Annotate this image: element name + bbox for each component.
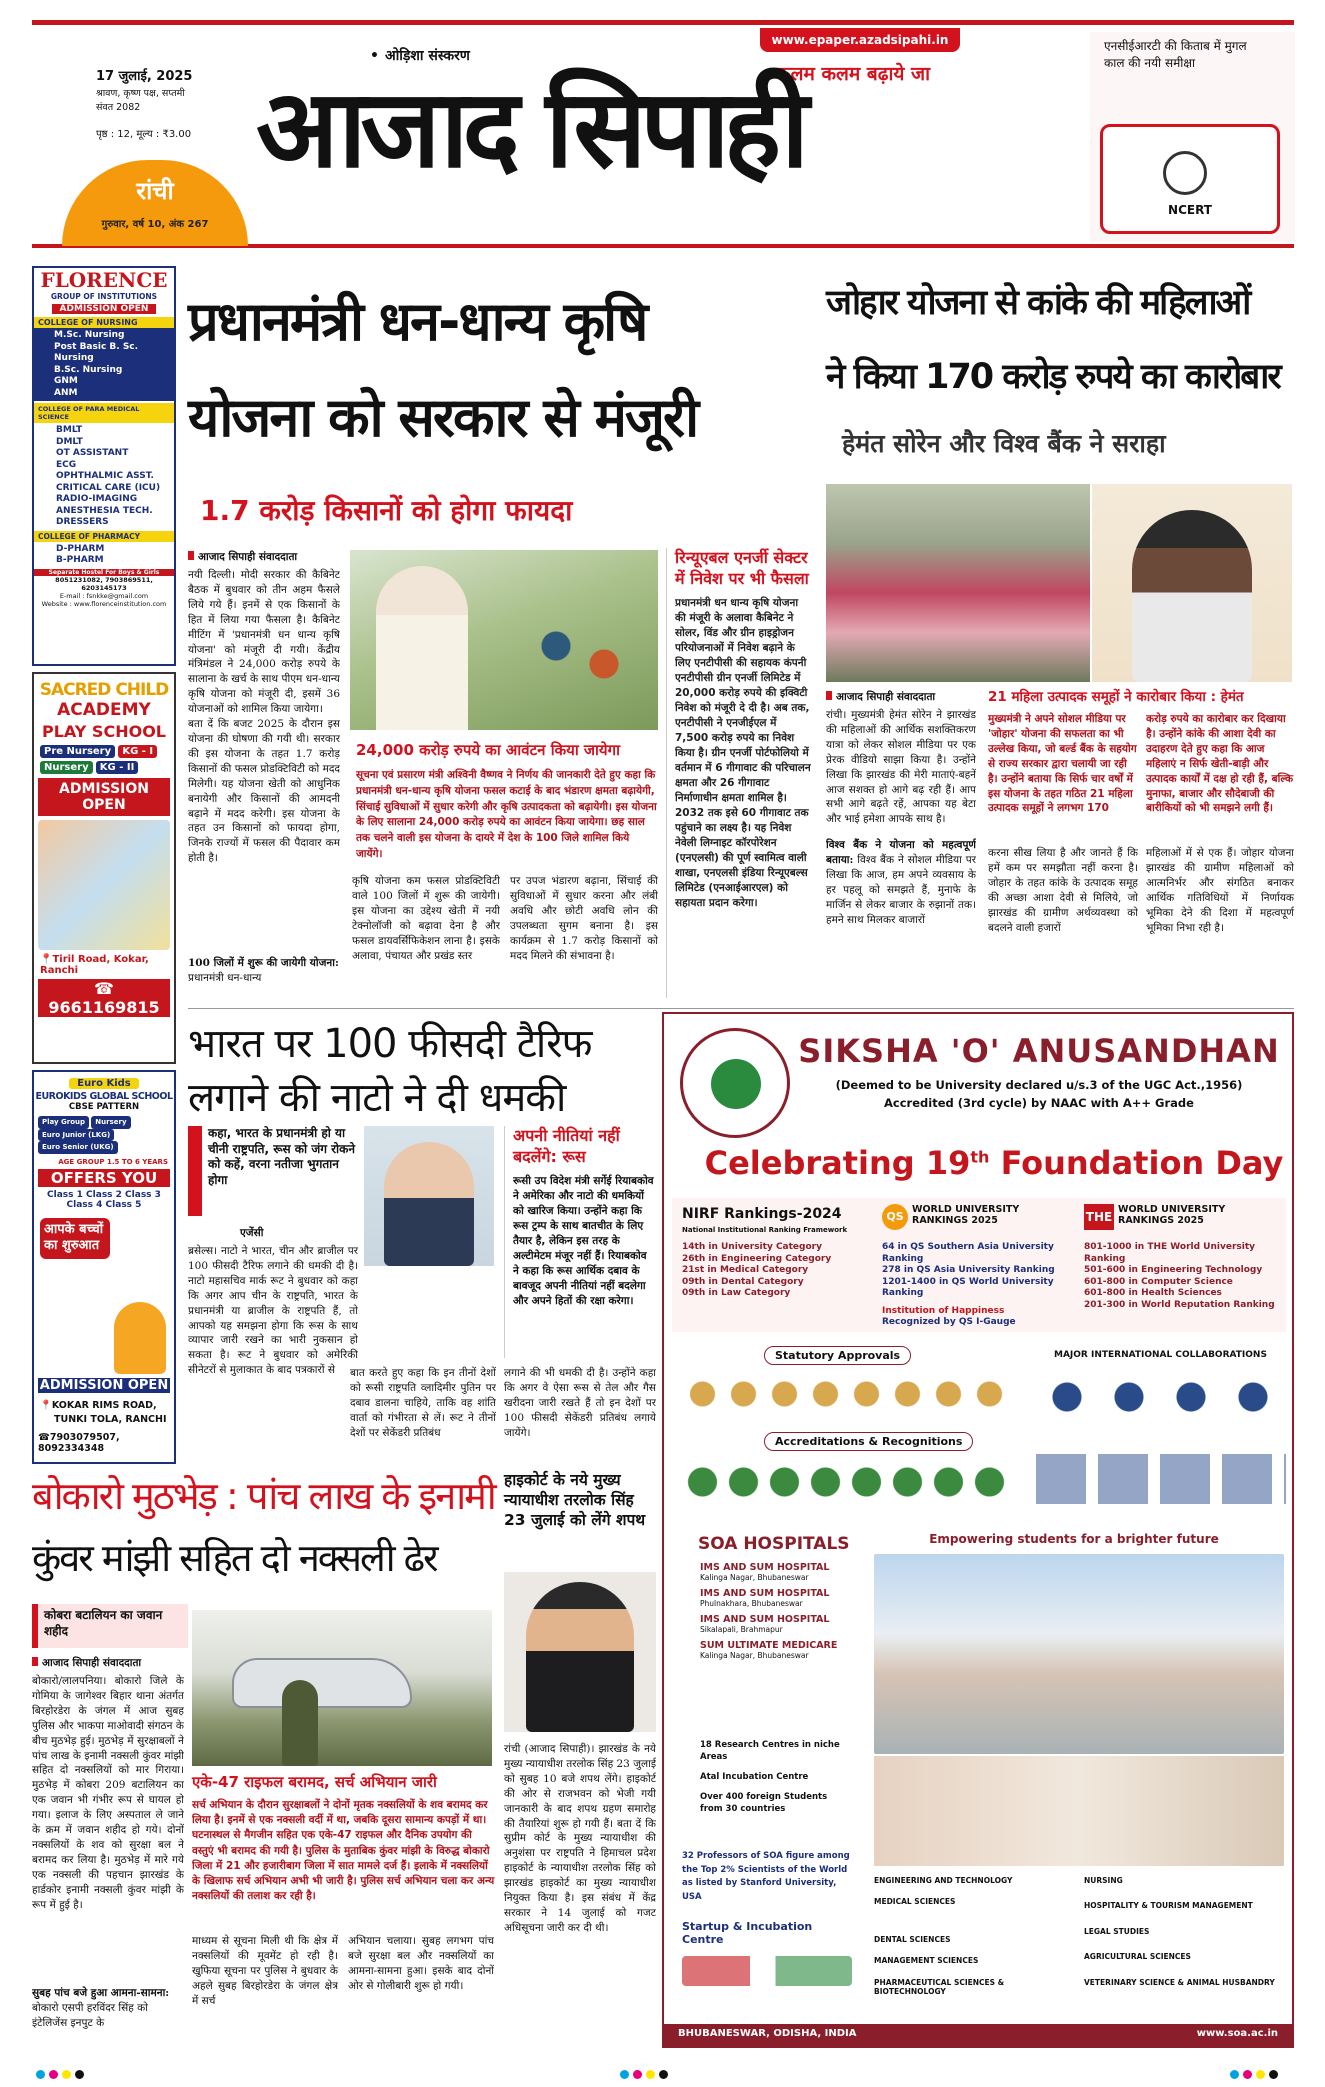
issue-date: 17 जुलाई, 2025 bbox=[96, 69, 193, 84]
johar-crowd-photo bbox=[826, 484, 1090, 682]
hospital-entry bbox=[700, 1614, 850, 1634]
the-title: WORLD UNIVERSITY RANKINGS 2025 bbox=[1118, 1204, 1226, 1227]
sacred-kids-photo bbox=[38, 820, 170, 950]
sacred-classes bbox=[40, 745, 168, 774]
eurokids-mascot bbox=[114, 1302, 166, 1374]
soa-accredited: Accredited (3rd cycle) by NAAC with A++ Grade bbox=[884, 1096, 1194, 1110]
soa-celebrating: Celebrating 19th Foundation Day bbox=[704, 1144, 1284, 1182]
qs-logo: QS bbox=[882, 1204, 908, 1230]
teaser-text: एनसीईआरटी की किताब में मुगल काल की नयी समीक्षा bbox=[1104, 39, 1247, 70]
johar-col1: रांची। मुख्यमंत्री हेमंत सोरेन ने झारखंड की महिलाओं की आर्थिक सशक्तिकरण यात्रा को लेकर सोशल मीडिया पर एक प्रेरक वीडियो साझा किया है। उन्होंने लिखा कि झारखंड की मेरी माताएं-बहनें आज सशक्त हो आगे बढ़ रही हैं। आप सभी आगे बढ़ते रहें, आपका यह बेटा और भाई हमेशा आपके साथ है। bbox=[826, 709, 976, 826]
pages-price: पृष्ठ : 12, मूल्य : ₹3.00 bbox=[96, 129, 192, 140]
florence-para-head: COLLEGE OF PARA MEDICAL SCIENCE bbox=[34, 403, 174, 423]
qs-rank: Institution of Happiness bbox=[882, 1305, 1005, 1316]
florence-website: Website : www.florenceinstitution.com bbox=[41, 599, 167, 608]
bokaro-headline-line2[interactable]: कुंवर मांझी सहित दो नक्सली ढेर bbox=[32, 1536, 437, 1580]
soa-logo-icon bbox=[680, 1028, 790, 1138]
eurokids-classes bbox=[38, 1116, 170, 1154]
nursing-course: B.Sc. Nursing bbox=[54, 364, 123, 375]
nato-col1: ब्रसेल्स। नाटो ने भारत, चीन और ब्राजील पर 100 फीसदी टैरिफ लगाने की धमकी दी है। नाटो महासचिव मार्क रूट ने बुधवार को कहा कि अगर आप चीन के राष्ट्रपति, भारत के प्रधानमंत्री या ब्राजील के राष्ट्रपति हैं, तो आपको यह समझना होगा कि रूस के साथ व्यापार जारी रखने का भारी नुकसान हो सकता है। रूट ने बुधवार को अमेरिकी सीनेटरों से मुलाकात के बाद पत्रकारों से bbox=[188, 1245, 358, 1377]
nursing-course: Post Basic B. Sc. Nursing bbox=[54, 341, 139, 364]
nursing-course: M.Sc. Nursing bbox=[54, 330, 125, 340]
ncert-book-graphic bbox=[1100, 124, 1280, 234]
phone-icon: ☎ bbox=[94, 979, 114, 998]
research-item: Over 400 foreign Students from 30 countries bbox=[700, 1791, 828, 1814]
sacred-play-school: PLAY SCHOOL bbox=[42, 722, 166, 741]
para-course: RADIO-IMAGING bbox=[56, 494, 138, 505]
teaser-box[interactable] bbox=[1090, 32, 1295, 242]
encounter-helicopter-photo bbox=[192, 1610, 492, 1766]
johar-col4: महिलाओं में से एक हैं। जोहार योजना झारखंड की ग्रामीण महिलाओं को आत्मनिर्भर और संगठित बनाकर आर्थिक गतिविधियों में निर्णायक भूमिका देने की दिशा में महत्वपूर्ण भूमिका निभा रही है। bbox=[1146, 847, 1294, 934]
qs-title: WORLD UNIVERSITY RANKINGS 2025 bbox=[912, 1204, 1020, 1227]
hospital-entry bbox=[700, 1562, 850, 1582]
eurokids-slogan: आपके बच्चों का शुरुआत bbox=[40, 1218, 110, 1260]
eurokids-address1: 📍KOKAR RIMS ROAD, bbox=[40, 1400, 157, 1411]
eurokids-address2: TUNKI TOLA, RANCHI bbox=[54, 1414, 167, 1425]
registration-marks-center bbox=[620, 2064, 672, 2083]
program-item: HOSPITALITY & TOURISM MANAGEMENT bbox=[1084, 1901, 1253, 1911]
nato-quote bbox=[188, 1126, 360, 1224]
location-pin-icon: 📍 bbox=[40, 1400, 52, 1411]
para-course: DRESSERS bbox=[56, 517, 109, 528]
eurokids-ad[interactable] bbox=[32, 1070, 176, 1464]
lead-byline: आजाद सिपाही संवाददाता bbox=[188, 550, 297, 564]
panchang-line1: श्रावण, कृष्ण पक्ष, सप्तमी bbox=[96, 88, 185, 99]
location-pin-icon: 📍 bbox=[40, 954, 53, 965]
soa-ad[interactable] bbox=[662, 1012, 1294, 2048]
florence-admission: ADMISSION OPEN bbox=[52, 304, 156, 314]
renewable-headline: रिन्यूएबल एनर्जी सेक्टर में निवेश पर भी फैसला bbox=[675, 548, 809, 588]
research-list bbox=[700, 1740, 850, 1815]
accreditation-logos bbox=[682, 1460, 1012, 1504]
lead-col2: कृषि योजना कम फसल प्रोडक्टिविटी वाले 100 जिलों में शुरू की जायेगी। इस योजना का उद्देश्य खेती में नयी टेक्नोलॉजी को बढ़ावा देना है और फसल डायवर्सिफिकेशन लाना है। इसके अलावा, पंचायत और प्रखंड स्तर bbox=[352, 875, 500, 962]
cobra-subbox-text: कोबरा बटालियन का जवान शहीद bbox=[44, 1608, 163, 1639]
hospital-location: Phulnakhara, Bhubaneswar bbox=[700, 1599, 803, 1608]
qs-rank: 64 in QS Southern Asia University Ranking bbox=[882, 1242, 1054, 1264]
florence-phones: 8051231082, 7903869511, 6203145173 bbox=[55, 575, 153, 592]
program-item: LEGAL STUDIES bbox=[1084, 1926, 1150, 1936]
lead-col3: पर उपज भंडारण बढ़ाना, सिंचाई की सुविधाओं में सुधार करना और लंबी अवधि और छोटी अवधि लोन की उपलब्धता सुगम बनाना है। इस कार्यक्रम से 1.7 करोड़ किसानों को मदद मिलने की संभावना है। bbox=[510, 875, 658, 962]
hospitals-title: SOA HOSPITALS bbox=[698, 1534, 850, 1554]
section-divider bbox=[188, 1008, 1294, 1009]
nato-col3: लगाने की भी धमकी दी है। उन्होंने कहा कि अगर वे ऐसा रूस से तेल और गैस खरीदना जारी रखते हैं तो इन देशों पर 100 फीसदी सेकेंडरी प्रतिबंध लगाये जायेंगे। bbox=[504, 1367, 656, 1439]
eurokids-offer-classes: Class 1 Class 2 Class 3 Class 4 Class 5 bbox=[47, 1189, 161, 1210]
soa-footer-location: BHUBANESWAR, ODISHA, INDIA bbox=[678, 2028, 857, 2039]
johar-headline-line2[interactable]: ने किया 170 करोड़ रुपये का कारोबार bbox=[826, 357, 1280, 397]
johar-caption: 21 महिला उत्पादक समूहों ने कारोबार किया : हेमंत bbox=[988, 689, 1244, 705]
sacred-child-ad[interactable] bbox=[32, 672, 176, 1064]
program-item: MEDICAL SCIENCES bbox=[874, 1897, 956, 1907]
class-pill: Euro Senior (UKG) bbox=[38, 1141, 118, 1154]
johar-col3: करना सीख लिया है और जानते हैं कि हमें कम पर समझौता नहीं करना है। जोहार के तहत कांके के उत्पादक समूह की अच्छा आशा देवी से मिलिये, जो झारखंड की ग्रामीण अर्थव्यवस्था को बदलने वाली हजारों bbox=[988, 847, 1138, 934]
tagline: कलम कलम बढ़ाये जा bbox=[776, 63, 931, 85]
hospitals-list bbox=[700, 1562, 850, 1666]
pharm-course: D-PHARM bbox=[56, 543, 105, 554]
nirf-title: NIRF Rankings-2024 bbox=[682, 1206, 842, 1222]
class-pill: Nursery bbox=[40, 761, 93, 774]
hemant-soren-photo bbox=[1092, 484, 1292, 682]
bokaro-col1: बोकारो/लालपनिया। बोकारो जिले के गोमिया के जागेश्वर बिहार थाना अंतर्गत बिरहोरडेरा के जंगल में आज सुबह पुलिस और भाकपा माओवादी संगठन के बीच मुठभेड़ हुई। मुठभेड़ में सुरक्षाबलों ने पांच लाख के इनामी नक्सली कुंवर मांझी सहित दो नक्सलियों को मार गिराया। मुठभेड़ में कोबरा 209 बटालियन का एक जवान भी गंभीर रूप से घायल हो गया। इलाज के लिए अस्पताल ले जाने के क्रम में जवान शहीद हो गये। दोनों नक्सलियों के शव को सुरक्षा बल ने बरामद कर लिया है। मुठभेड़ में मारे गये एक नक्सली की पहचान झारखंड के हार्डकोर इनामी नक्सली कुंवर मांझी के रूप में हुई है। bbox=[32, 1675, 184, 1911]
statutory-logos bbox=[682, 1374, 1012, 1414]
lead-headline-line1[interactable]: प्रधानमंत्री धन-धान्य कृषि bbox=[188, 290, 647, 353]
nirf-rank: 09th in Dental Category bbox=[682, 1276, 804, 1287]
para-course: DMLT bbox=[56, 436, 83, 447]
nursing-course: GNM bbox=[54, 376, 78, 387]
class-pill: KG - II bbox=[96, 761, 139, 774]
hospital-name: SUM ULTIMATE MEDICARE bbox=[700, 1640, 838, 1651]
eurokids-pattern: CBSE PATTERN bbox=[68, 1102, 140, 1112]
nirf-rank: 21st in Medical Category bbox=[682, 1265, 809, 1276]
nursing-course: ANM bbox=[54, 387, 78, 398]
nato-byline: एजेंसी bbox=[240, 1227, 264, 1239]
bokaro-byline: आजाद सिपाही संवाददाता bbox=[32, 1656, 141, 1670]
bokaro-photo-text: सर्च अभियान के दौरान सुरक्षाबलों ने दोनों मृतक नक्सलियों के शव बरामद कर लिया है। इनमें से एक नक्सली वर्दी में था, जबकि दूसरा सामान्य कपड़ों में था। घटनास्थल से मैगजीन सहित एक एके-47 राइफल और दैनिक उपयोग की वस्तुएं भी बरामद की गयी है। पुलिस के मुताबिक कुंवर मांझी के विरुद्ध बोकारो जिला में 21 और हजारीबाग जिला में सात मामले दर्ज हैं। इलाके में नक्सलियों के खिलाफ सर्च अभियान अभी भी जारी है। पुलिस सर्च अभियान चला कर अन्य नक्सलियों की तलाश कर रही है। bbox=[192, 1799, 495, 1903]
newspaper-title: आजाद सिपाही bbox=[256, 67, 804, 192]
nirf-sub: National Institutional Ranking Framework bbox=[682, 1226, 848, 1234]
para-course: ANESTHESIA TECH. bbox=[56, 505, 153, 516]
the-logo: THE bbox=[1084, 1204, 1114, 1230]
accreditations-title: Accreditations & Recognitions bbox=[764, 1432, 973, 1451]
tarlok-singh-photo bbox=[504, 1572, 656, 1732]
class-pill: Pre Nursery bbox=[40, 745, 115, 758]
florence-sub: GROUP OF INSTITUTIONS bbox=[50, 292, 158, 301]
edition-label: • ओड़िशा संस्करण bbox=[370, 48, 470, 64]
soa-name: SIKSHA 'O' ANUSANDHAN bbox=[798, 1032, 1280, 1070]
mark-rutte-photo bbox=[364, 1126, 494, 1266]
eurokids-offers: OFFERS YOU bbox=[38, 1169, 170, 1187]
soa-footer-website[interactable]: www.soa.ac.in bbox=[1196, 2028, 1278, 2039]
eurokids-age: AGE GROUP 1.5 TO 6 YEARS bbox=[58, 1157, 168, 1166]
johar-caption-left: मुख्यमंत्री ने अपने सोशल मीडिया पर 'जोहार' योजना की सफलता का भी उल्लेख किया, जो बर्ल्ड बैंक के सहयोग से राज्य सरकार द्वारा चलायी जा रही है। उन्होंने बताया कि सिर्फ चार वर्षों में इस योजना के तहत गठित 21 महिला उत्पादक समूहों ने लगभग 170 bbox=[988, 713, 1137, 815]
the-rank: 801-1000 in THE World University Ranking bbox=[1084, 1242, 1255, 1264]
aic-cii-logos bbox=[682, 1956, 852, 1986]
florence-hostel: Separate Hostel For Boys & Girls bbox=[34, 569, 174, 576]
the-list bbox=[1084, 1242, 1284, 1311]
cm-figure bbox=[1132, 510, 1252, 682]
soldier-figure bbox=[282, 1680, 318, 1766]
helicopter-shape bbox=[232, 1658, 412, 1708]
judge-figure bbox=[526, 1582, 634, 1732]
collab-title: MAJOR INTERNATIONAL COLLABORATIONS bbox=[1054, 1350, 1267, 1360]
program-item: MANAGEMENT SCIENCES bbox=[874, 1956, 979, 1966]
phone-icon: ☎ bbox=[38, 1432, 50, 1443]
program-item: DENTAL SCIENCES bbox=[874, 1934, 951, 1944]
sacred-address: 📍Tiril Road, Kokar, Ranchi bbox=[40, 954, 149, 976]
class-pill: Nursery bbox=[91, 1116, 130, 1129]
renewable-sidebar[interactable] bbox=[666, 548, 812, 998]
program-item: PHARMACEUTICAL SCIENCES & BIOTECHNOLOGY bbox=[874, 1977, 1005, 1996]
hospital-name: IMS AND SUM HOSPITAL bbox=[700, 1614, 830, 1625]
bokaro-col1-tail: सुबह पांच बजे हुआ आमना-सामना: बोकारो एसपी हरविंदर सिंह को इंटेलिजेंस इनपुट के bbox=[32, 1987, 170, 2029]
lead-subhead: 1.7 करोड़ किसानों को होगा फायदा bbox=[200, 494, 573, 527]
city-name: रांची bbox=[136, 177, 174, 205]
para-course: OPHTHALMIC ASST. bbox=[56, 471, 154, 482]
city-badge bbox=[62, 160, 248, 246]
quote-mark-icon bbox=[188, 1126, 202, 1216]
collab-logos bbox=[1036, 1372, 1286, 1422]
nirf-list bbox=[682, 1242, 862, 1300]
lead-col1: नयी दिल्ली। मोदी सरकार की कैबिनेट बैठक में बुधवार को तीन अहम फैसले लिये गये हैं। इनमें से एक किसानों के हित में लिया गया फैसला है। कैबिनेट मीटिंग में 'प्रधानमंत्री धन धान्य कृषि योजना' को मंजूरी दी गयी। केंद्रीय मंत्रिमंडल ने 24,000 करोड़ रुपये के सालाना के खर्च के साथ पीएम धन-धान्य कृषि योजना को मंजूरी दी, इसमें 36 योजनाओं को शामिल किया जायेगा। बता दें कि बजट 2025 के दौरान इस योजना की घोषणा की गयी थी। सरकार की इस योजना के तहत 1.7 करोड़ किसानों की फसल प्रोडक्टिविटी को मदद मिलेगी। यह योजना खेती को आधुनिक बनायेगी और किसानों की आमदनी बढ़ाने में मदद करेगी। इस योजना के तहत उन किसानों को फायदा होगा, जिनके राज्यों में फसल की पैदावार कम होती है। bbox=[188, 569, 340, 865]
sacred-name-line1: SACRED CHILD bbox=[39, 680, 169, 700]
class-pill: Euro Junior (LKG) bbox=[38, 1129, 114, 1142]
sacred-admission: ADMISSION OPEN bbox=[38, 778, 170, 816]
pharm-course: B-PHARM bbox=[56, 555, 104, 566]
empower-banner: Empowering students for a brighter future bbox=[929, 1532, 1219, 1546]
rutte-figure bbox=[384, 1142, 474, 1266]
research-item: 18 Research Centres in niche Areas bbox=[700, 1740, 840, 1762]
eurokids-phones: ☎7903079507, 8092334348 bbox=[38, 1432, 120, 1454]
florence-pharm-list bbox=[34, 542, 174, 569]
bokaro-photo-caption: एके-47 राइफल बरामद, सर्च अभियान जारी bbox=[192, 1773, 437, 1791]
the-rank: 201-300 in World Reputation Ranking bbox=[1084, 1299, 1275, 1310]
cobra-subbox bbox=[32, 1604, 188, 1648]
eurokids-name: EUROKIDS GLOBAL SCHOOL bbox=[35, 1091, 173, 1102]
hospital-name: IMS AND SUM HOSPITAL bbox=[700, 1562, 830, 1573]
website-banner[interactable]: www.epaper.azadsipahi.in bbox=[760, 28, 960, 52]
johar-headline-line1[interactable]: जोहार योजना से कांके की महिलाओं bbox=[826, 283, 1250, 323]
students-photo bbox=[874, 1756, 1284, 1866]
byline-bullet-icon bbox=[188, 551, 194, 560]
judge-text: रांची (आजाद सिपाही)। झारखंड के नये मुख्य न्यायाधीश तरलोक सिंह 23 जुलाई को सुबह 10 बजे शपथ लेंगे। हाइकोर्ट की ओर से राजभवन को भेजी गयी जानकारी के बाद शपथ ग्रहण समारोह की तैयारियां शुरू हो गयी हैं। बता दें कि सुप्रीम कोर्ट के मुख्य न्यायाधीश की अनुशंसा पर राष्ट्रपति ने हिमाचल प्रदेश हाइकोर्ट के न्यायाधीश तरलोक सिंह को झारखंड हाइकोर्ट का मुख्य न्यायाधीश नियुक्त किया है। इस संबंध में केंद्र सरकार ने 14 जुलाई को गजट अधिसूचना जारी कर दी थी। bbox=[504, 1743, 656, 1934]
eurokids-logo: Euro Kids bbox=[69, 1078, 139, 1089]
nato-col2: बात करते हुए कहा कि इन तीनों देशों को रूसी राष्ट्रपति व्लादिमीर पुतिन पर दबाव डालना चाहिये, ताकि वह शांति वार्ता को गंभीरता से लें। रूट ने तीनों देशों पर सेकेंडरी प्रतिबंध bbox=[350, 1367, 496, 1439]
para-course: CRITICAL CARE (ICU) bbox=[56, 482, 161, 493]
bokaro-col2: माध्यम से सूचना मिली थी कि क्षेत्र में नक्सलियों की मूवमेंट हो रही है। खुफिया सूचना पर पुलिस ने बुधवार के अहले सुबह बिरहोरडेरा के जंगल क्षेत्र में सर्च bbox=[192, 1935, 338, 2007]
programs-right bbox=[1084, 1876, 1284, 1987]
qs-rank: 1201-1400 in QS World University Ranking bbox=[882, 1276, 1054, 1299]
professors-note: 32 Professors of SOA figure among the Top 2% Scientists of the World as listed by Stanford University, USA bbox=[682, 1851, 850, 1902]
eurokids-admission: ADMISSION OPEN bbox=[39, 1378, 169, 1393]
partner-logos bbox=[1036, 1454, 1286, 1504]
programs-left bbox=[874, 1876, 1074, 1996]
florence-name: FLORENCE bbox=[34, 268, 174, 292]
soa-footer bbox=[664, 2024, 1292, 2046]
program-item: VETERINARY SCIENCE & ANIMAL HUSBANDRY bbox=[1084, 1977, 1275, 1987]
johar-subhead: हेमंत सोरेन और विश्व बैंक ने सराहा bbox=[842, 429, 1166, 458]
renewable-text: प्रधानमंत्री धन धान्य कृषि योजना की मंजूरी के अलावा कैबिनेट ने सोलर, विंड और ग्रीन हाइड्रोजन परियोजनाओं में निवेश बढ़ाने के लिए एनटीपीसी की सहायक कंपनी एनटीपीसी ग्रीन एनर्जी लिमिटेड में 20,000 करोड़ रुपये की इक्विटी निवेश को मंजूरी दे दी है। अब तक, एनटीपीसी ने एनजीईएल में 7,500 करोड़ रुपये का निवेश किया है। ग्रीन एनर्जी पोर्टफोलियो में वर्तमान में 6 गीगावाट की परिचालन क्षमता और 26 गीगावाट निर्माणाधीन क्षमता शामिल है। 2032 तक इसे 60 गीगावाट तक पहुंचाने का लक्ष्य है। यह निवेश नेवेली लिग्नाइट कॉरपोरेशन (एनएलसी) की पूर्ण स्वामित्व वाली शाखा, एनएलसी इंडिया रिन्यूएबल्स लिमिटेड (एनआईआरएल) को सहायता प्रदान करेगा। bbox=[675, 596, 811, 909]
soa-deemed: (Deemed to be University declared u/s.3 of the UGC Act.,1956) bbox=[835, 1078, 1243, 1092]
campus-photo bbox=[874, 1554, 1284, 1754]
program-item: AGRICULTURAL SCIENCES bbox=[1084, 1952, 1191, 1962]
class-pill: KG - I bbox=[118, 745, 157, 758]
hospital-entry bbox=[700, 1588, 850, 1608]
nirf-rank: 26th in Engineering Category bbox=[682, 1253, 832, 1264]
panchang-line2: संवत 2082 bbox=[96, 102, 141, 113]
lead-photo-text: सूचना एवं प्रसारण मंत्री अश्विनी वैष्णव ने निर्णय की जानकारी देते हुए कहा कि प्रधानमंत्री धन-धान्य कृषि योजना फसल कटाई के बाद भंडारण क्षमता बढ़ायेगी, सिंचाई सुविधाओं में सुधार करेगी और कृषि उत्पादकता को बढ़ायेगी। इस योजना के लिए सालाना 24,000 करोड़ रुपये का आवंटन किया जायेगा। छह साल तक चलने वाली इस योजना के दायरे में देश के 100 जिले शामिल किये जायेंगे। bbox=[356, 769, 657, 860]
florence-pharm-head: COLLEGE OF PHARMACY bbox=[34, 531, 174, 542]
nirf-rank: 14th in University Category bbox=[682, 1242, 822, 1252]
russia-headline: अपनी नीतियां नहीं बदलेंगे: रूस bbox=[513, 1126, 620, 1166]
byline-bullet-icon bbox=[32, 1657, 38, 1666]
modi-photo bbox=[350, 550, 658, 730]
para-course: BMLT bbox=[56, 425, 83, 436]
lead-col1-tail: 100 जिलों में शुरू की जायेगी योजना: प्रधानमंत्री धन-धान्य bbox=[188, 957, 339, 984]
class-pill: Play Group bbox=[38, 1116, 89, 1129]
hospital-location: Sikalapali, Brahmapur bbox=[700, 1625, 783, 1634]
the-rank: 501-600 in Engineering Technology bbox=[1084, 1265, 1263, 1276]
nirf-rank: 09th in Law Category bbox=[682, 1288, 791, 1299]
florence-ad[interactable] bbox=[32, 266, 176, 666]
qs-list bbox=[882, 1242, 1082, 1329]
hospital-name: IMS AND SUM HOSPITAL bbox=[700, 1588, 830, 1599]
program-item: ENGINEERING AND TECHNOLOGY bbox=[874, 1876, 1013, 1885]
farmers-figures bbox=[520, 610, 640, 700]
registration-marks-left bbox=[36, 2064, 88, 2083]
russia-text: रूसी उप विदेश मंत्री सर्गेई रियाबकोव ने अमेरिका और नाटो की धमकियों को खारिज किया। उन्होंने कहा कि रूस ट्रम्प के साथ बातचीत के लिए तैयार है, लेकिन इस तरह के अल्टीमेटम मंजूर नहीं हैं। रियाबकोव ने कहा कि रूस आर्थिक दबाव के बावजूद अपनी नीतियां नहीं बदलेगा और अपने हितों की रक्षा करेगा। bbox=[513, 1174, 654, 1307]
florence-para-list bbox=[34, 423, 174, 531]
program-item: NURSING bbox=[1084, 1876, 1123, 1885]
nato-headline-line1[interactable]: भारत पर 100 फीसदी टैरिफ bbox=[188, 1021, 592, 1067]
the-rank: 601-800 in Computer Science bbox=[1084, 1276, 1233, 1287]
pm-figure bbox=[376, 566, 468, 730]
qs-rank: Recognized by QS I-Gauge bbox=[882, 1317, 1016, 1328]
ncert-label: NCERT bbox=[1168, 203, 1212, 217]
lead-photo-caption: 24,000 करोड़ रुपये का आवंटन किया जायेगा bbox=[356, 741, 620, 759]
bokaro-col3: अभियान चलाया। सुबह लगभग पांच बजे सुरक्षा बल और नक्सलियों का आमना-सामना हुआ। इसके बाद दोनों ओर से गोलीबारी शुरू हो गयी। bbox=[348, 1935, 494, 1992]
research-item: Atal Incubation Centre bbox=[700, 1771, 809, 1782]
the-rank: 601-800 in Health Sciences bbox=[1084, 1288, 1222, 1299]
nato-quote-text: कहा, भारत के प्रधानमंत्री हो या चीनी राष्ट्रपति, रूस को जंग रोकने को कहें, वरना नतीजा भुगतान होगा bbox=[208, 1126, 356, 1187]
lead-headline-line2[interactable]: योजना को सरकार से मंजूरी bbox=[188, 386, 698, 449]
johar-byline: आजाद सिपाही संवाददाता bbox=[826, 690, 935, 704]
hospital-location: Kalinga Nagar, Bhubaneswar bbox=[700, 1651, 809, 1660]
florence-nursing-list bbox=[34, 328, 174, 401]
sacred-name-line2: ACADEMY bbox=[57, 700, 151, 720]
ncert-logo-icon bbox=[1163, 151, 1207, 195]
russia-sidebar[interactable] bbox=[504, 1126, 656, 1358]
para-course: ECG bbox=[56, 459, 77, 470]
florence-email: E-mail : fsnkke@gmail.com bbox=[59, 591, 149, 600]
johar-col1-tail: विश्व बैंक ने योजना को महत्वपूर्ण बताया: विश्व बैंक ने सोशल मीडिया पर लिखा कि आज, हम अपने व्यवसाय के हर पहलू को समझते हैं, मुनाफे के मार्जिन से लेकर बाजार के रुझानों तक। हमने साथ मिलकर बाजारों bbox=[826, 839, 976, 926]
bokaro-headline-line1[interactable]: बोकारो मुठभेड़ : पांच लाख के इनामी bbox=[32, 1474, 495, 1518]
registration-marks-right bbox=[1230, 2064, 1282, 2083]
day-volume: गुरुवार, वर्ष 10, अंक 267 bbox=[101, 219, 209, 230]
nato-headline-line2[interactable]: लगाने की नाटो ने दी धमकी bbox=[188, 1075, 566, 1121]
statutory-title: Statutory Approvals bbox=[764, 1346, 911, 1365]
para-course: OT ASSISTANT bbox=[56, 448, 129, 459]
sacred-phone: ☎ 9661169815 bbox=[38, 979, 170, 1017]
startup-centre: Startup & Incubation Centre bbox=[682, 1920, 813, 1946]
hospital-entry bbox=[700, 1640, 850, 1660]
johar-caption-right: करोड़ रुपये का कारोबार कर दिखाया है। उन्होंने कांके की आशा देवी का उदाहरण देते हुए कहा कि आज महिलाएं न सिर्फ खेती-बाड़ी और उत्पादक कार्यों में दक्ष हो रही हैं, बल्कि मुनाफा, बाजार और सौदेबाजी की बारीकियों को भी समझने लगी हैं। bbox=[1146, 713, 1294, 815]
byline-bullet-icon bbox=[826, 691, 832, 700]
qs-rank: 278 in QS Asia University Ranking bbox=[882, 1265, 1055, 1276]
florence-nursing-head: COLLEGE OF NURSING bbox=[34, 317, 174, 328]
hospital-location: Kalinga Nagar, Bhubaneswar bbox=[700, 1573, 809, 1582]
judge-headline[interactable]: हाइकोर्ट के नये मुख्य न्यायाधीश तरलोक सिंह 23 जुलाई को लेंगे शपथ bbox=[504, 1471, 646, 1530]
